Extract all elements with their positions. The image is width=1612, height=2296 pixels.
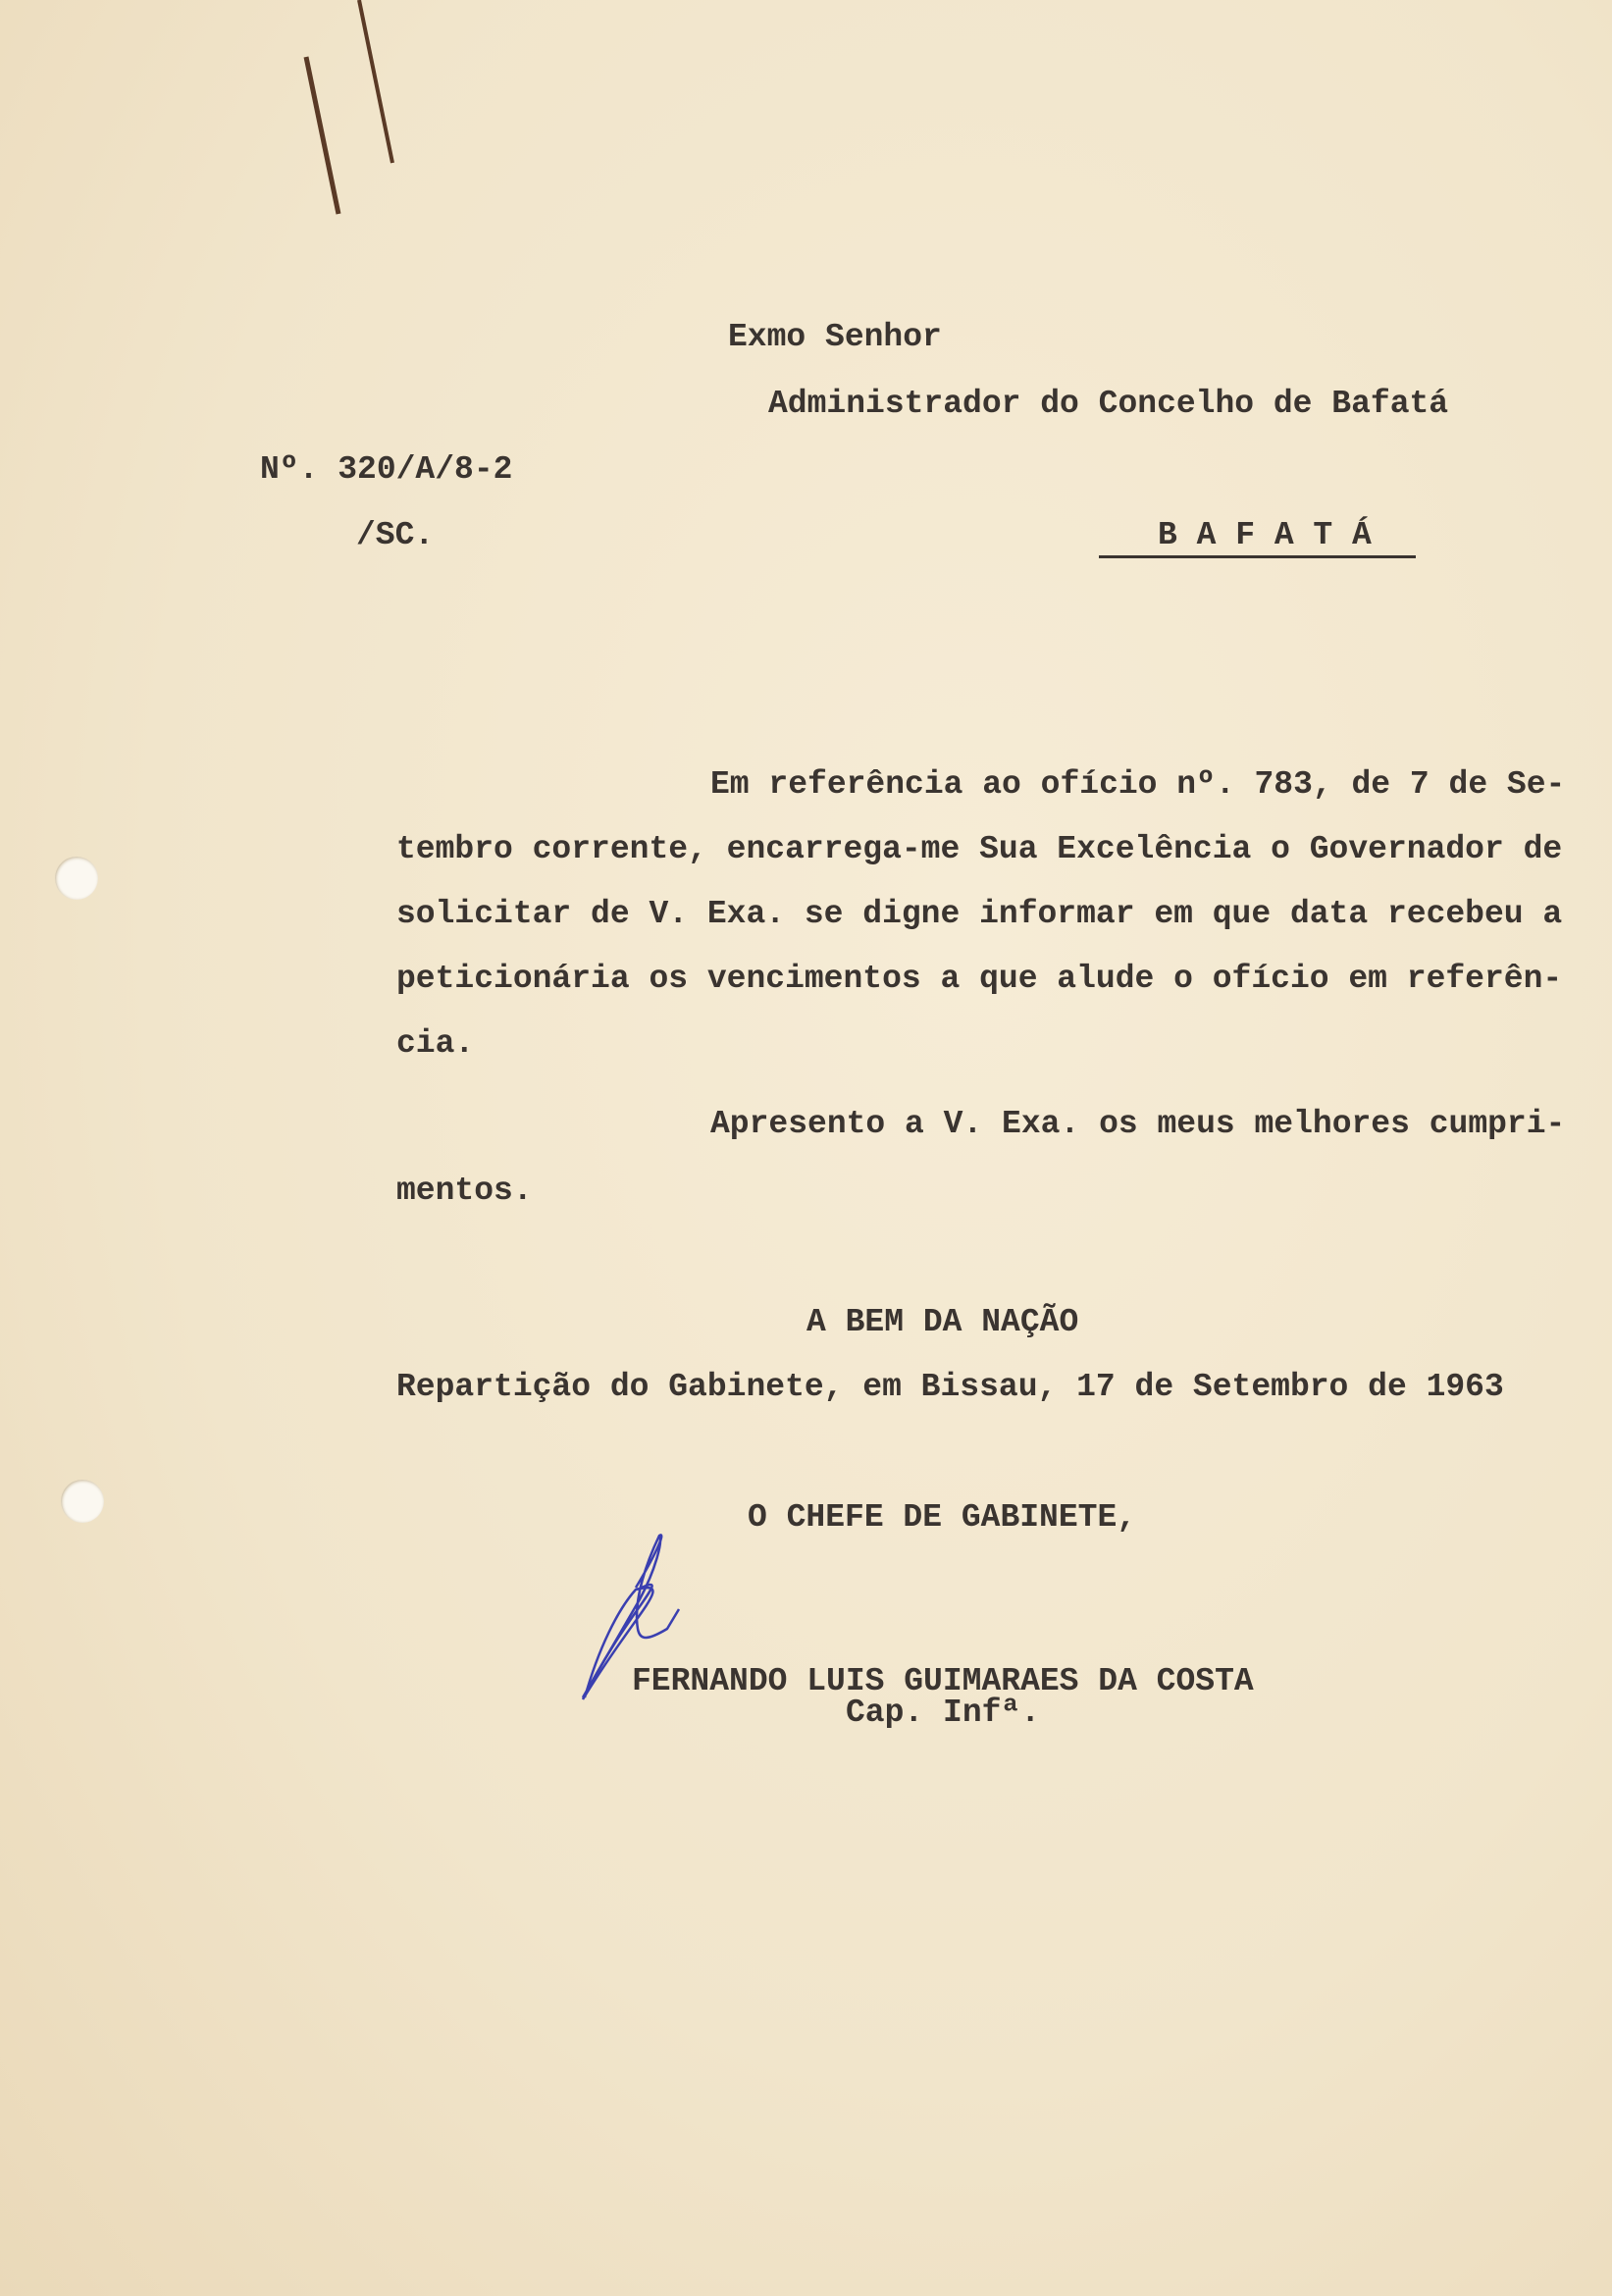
salutation: Exmo Senhor	[728, 319, 942, 355]
closing-line: mentos.	[396, 1173, 533, 1209]
signatory-name: FERNANDO LUIS GUIMARAES DA COSTA	[632, 1663, 1254, 1699]
signatory-rank: Cap. Infª.	[846, 1695, 1041, 1731]
body-line: Em referência ao ofício nº. 783, de 7 de Se-	[710, 766, 1566, 803]
body-line: peticionária os vencimentos a que alude o ofício em referên-	[396, 961, 1563, 997]
body-line: cia.	[396, 1025, 475, 1062]
closing-line: Apresento a V. Exa. os meus melhores cumpri-	[710, 1106, 1566, 1142]
place-date: Repartição do Gabinete, em Bissau, 17 de Setembro de 1963	[396, 1369, 1504, 1405]
body-line: solicitar de V. Exa. se digne informar em que data recebeu a	[396, 896, 1563, 932]
motto: A BEM DA NAÇÃO	[806, 1304, 1079, 1340]
reference-section: /SC.	[356, 517, 435, 553]
addressee-title: Administrador do Concelho de Bafatá	[768, 386, 1449, 422]
body-line: tembro corrente, encarrega-me Sua Excelência o Governador de	[396, 831, 1563, 867]
signatory-role: O CHEFE DE GABINETE,	[748, 1499, 1137, 1536]
reference-number: Nº. 320/A/8-2	[260, 451, 513, 488]
addressee-place: B A F A T Á	[1158, 517, 1372, 553]
